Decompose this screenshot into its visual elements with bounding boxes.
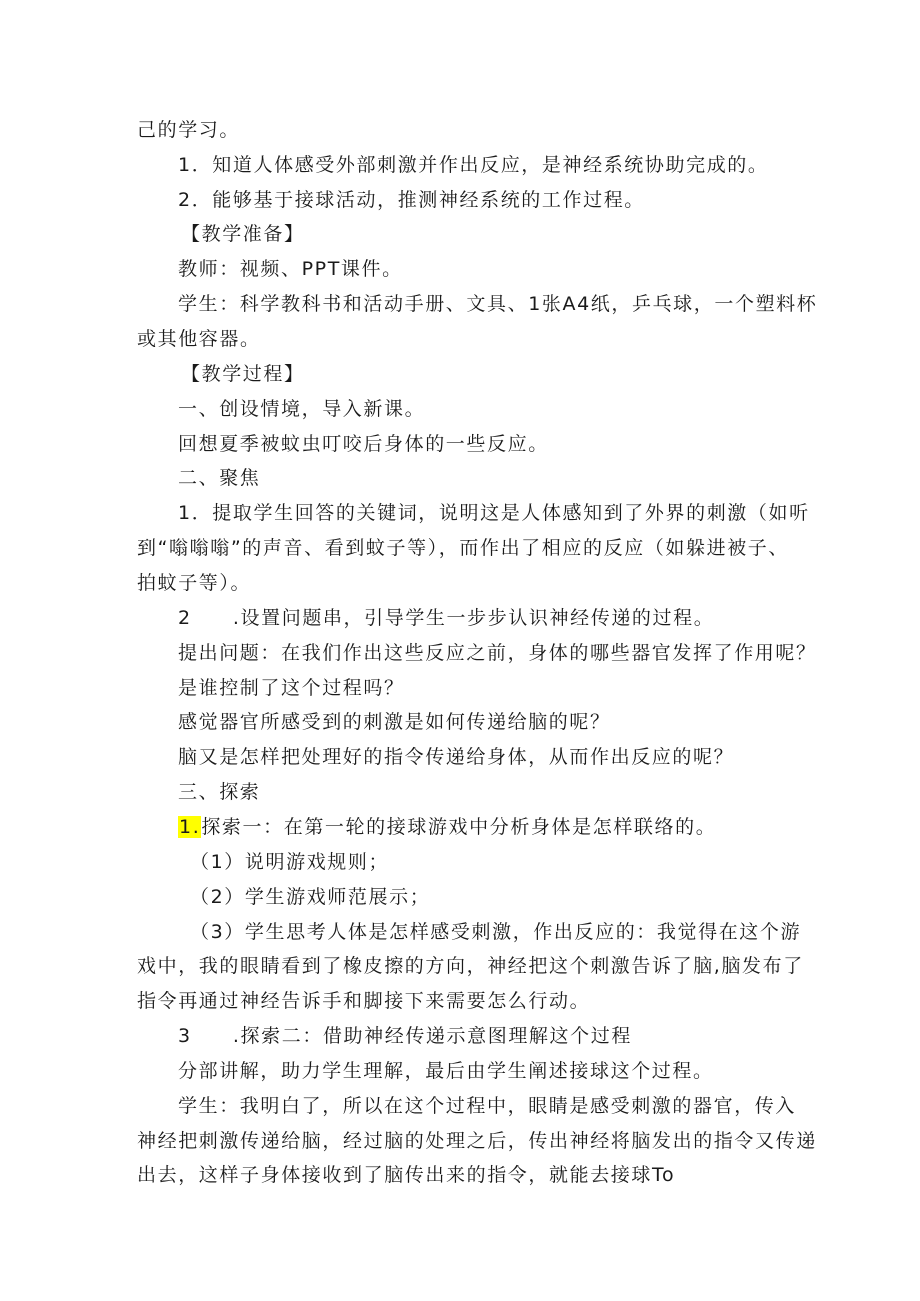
section-heading-preparation: 【教学准备】	[181, 223, 305, 245]
text-line: 拍蚊子等）。	[137, 572, 252, 594]
text-line: 三、探索	[178, 781, 261, 803]
text-line: 一、创设情境，导入新课。	[178, 398, 426, 420]
text-line: 感觉器官所感受到的刺激是如何传递给脑的呢？	[178, 711, 611, 733]
text-line: 学生：我明白了，所以在这个过程中，眼睛是感受刺激的器官，传入	[178, 1095, 797, 1117]
text-line: 1．提取学生回答的关键词，说明这是人体感知到了外界的刺激（如听	[178, 502, 810, 524]
text-line: 2 .设置问题串，引导学生一步步认识神经传递的过程。	[178, 607, 715, 629]
text-line-content: 探索一：在第一轮的接球游戏中分析身体是怎样联络的。	[201, 816, 717, 838]
text-line: 神经把刺激传递给脑，经过脑的处理之后，传出神经将脑发出的指令又传递	[137, 1130, 817, 1152]
text-line: 或其他容器。	[137, 328, 261, 350]
section-heading-process: 【教学过程】	[181, 363, 305, 385]
text-line: 己的学习。	[137, 119, 241, 141]
text-line: 学生：科学教科书和活动手册、文具、1张A4纸，乒乓球，一个塑料杯	[178, 293, 818, 315]
text-line: 3 .探索二：借助神经传递示意图理解这个过程	[178, 1025, 632, 1047]
text-line: 回想夏季被蚊虫叮咬后身体的一些反应。	[178, 433, 549, 455]
text-line: 是谁控制了这个过程吗？	[178, 677, 405, 699]
text-line: 出去，这样子身体接收到了脑传出来的指令，就能去接球To	[137, 1164, 676, 1186]
objective-item-1: 1．知道人体感受外部刺激并作出反应，是神经系统协助完成的。	[178, 154, 769, 176]
text-line: 指令再通过神经告诉手和脚接下来需要怎么行动。	[137, 990, 591, 1012]
text-line: （2）学生游戏师范展示；	[190, 886, 431, 908]
text-line: 戏中，我的眼睛看到了橡皮擦的方向，神经把这个刺激告诉了脑,脑发布了	[137, 955, 804, 977]
text-line: 提出问题：在我们作出这些反应之前，身体的哪些器官发挥了作用呢？	[178, 642, 817, 664]
objective-item-2: 2．能够基于接球活动，推测神经系统的工作过程。	[178, 189, 645, 211]
text-line: 分部讲解，助力学生理解，最后由学生阐述接球这个过程。	[178, 1060, 714, 1082]
text-line: （1）说明游戏规则；	[190, 851, 390, 873]
text-line	[178, 815, 716, 839]
text-line: 二、聚焦	[178, 467, 261, 489]
text-line: 脑又是怎样把处理好的指令传递给身体，从而作出反应的呢？	[178, 746, 735, 768]
highlighted-list-marker: 1.	[179, 816, 201, 838]
text-line: 教师：视频、PPT课件。	[178, 258, 403, 280]
text-line: （3）学生思考人体是怎样感受刺激，作出反应的：我觉得在这个游	[190, 921, 802, 943]
text-line: 到“嗡嗡嗡”的声音、看到蚊子等），而作出了相应的反应（如躲进被子、	[137, 537, 789, 559]
